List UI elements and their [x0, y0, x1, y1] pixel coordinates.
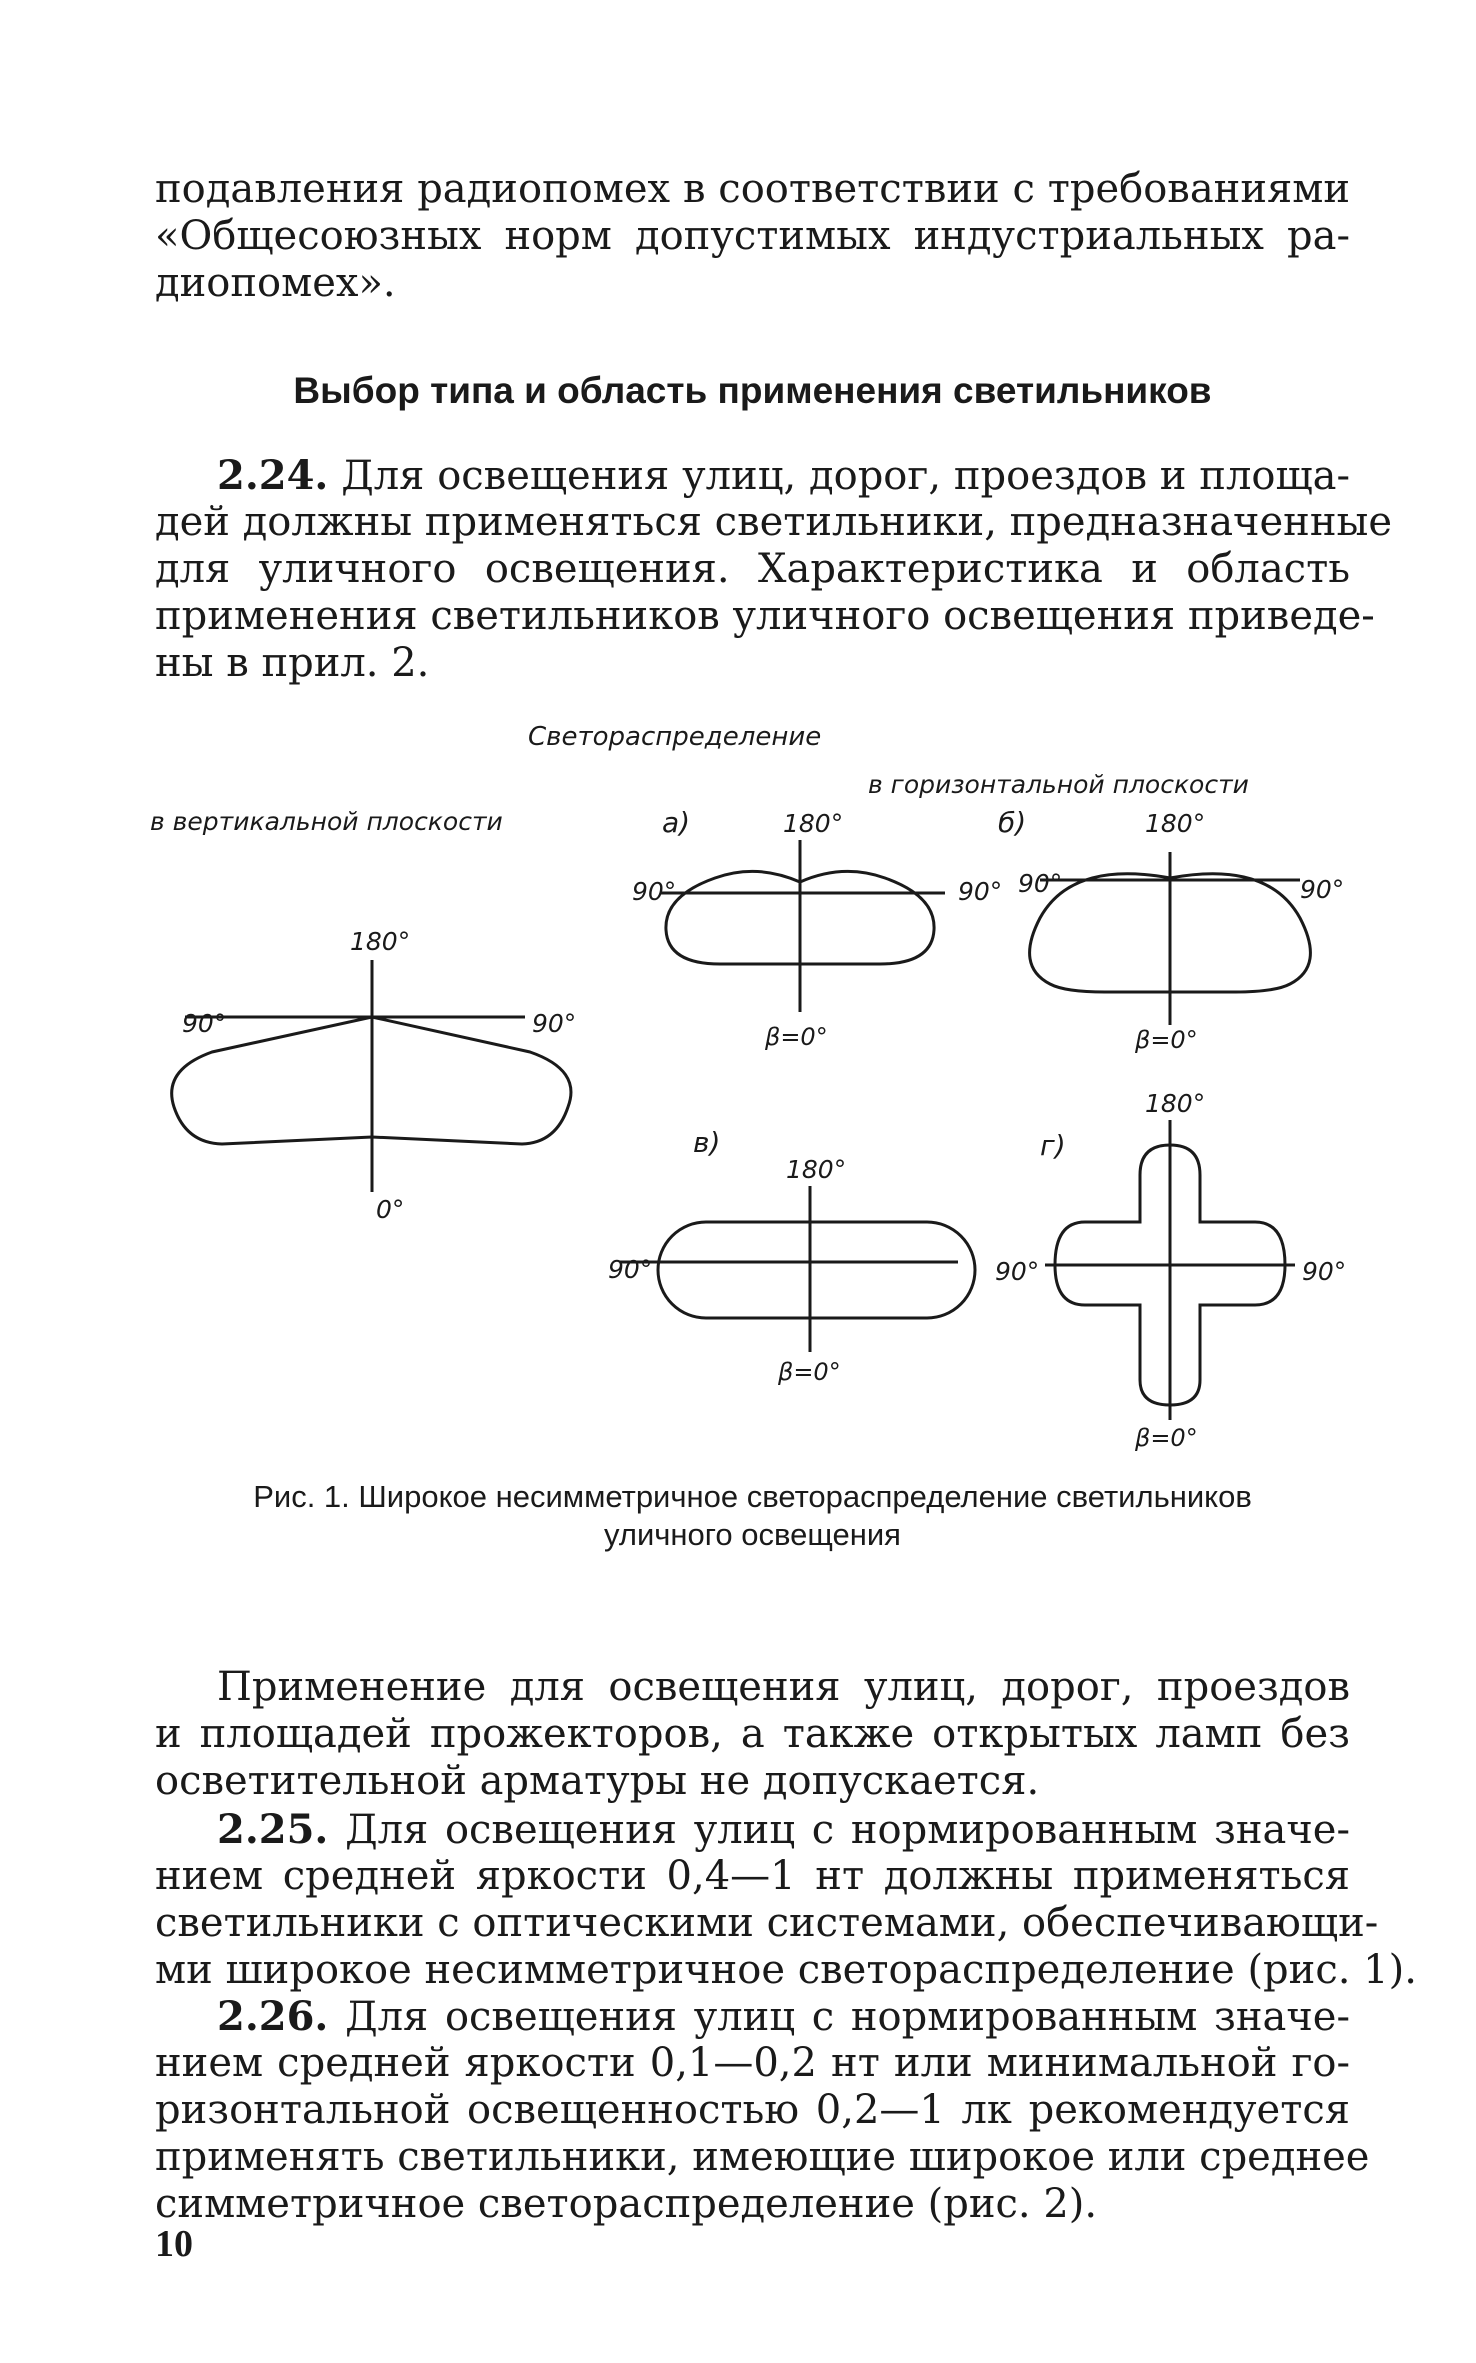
text-span: Для освещения улиц, дорог, проездов и площа-: [328, 453, 1350, 499]
text-span: Для освещения улиц с нормированным значе-: [328, 1807, 1350, 1853]
vertical-90-left-label: 90°: [182, 1009, 227, 1038]
text-line: [155, 1993, 1350, 2040]
diagram-a-beta-label: β=0°: [765, 1023, 828, 1051]
text-line: Применение для освещения улиц, дорог, проездов: [217, 1664, 1350, 1710]
diagram-a-90-left-label: 90°: [632, 877, 677, 906]
diagram-c-90-left-label: 90°: [608, 1255, 653, 1284]
text-line: подавления радиопомех в соответствии с требованиями: [155, 166, 1350, 212]
paragraph-2-25: [155, 1806, 1417, 1994]
caption-line: уличного освещения: [604, 1517, 901, 1552]
diagram-d-90-right-label: 90°: [1302, 1257, 1347, 1286]
diagram-c-beta-label: β=0°: [778, 1358, 841, 1386]
text-line: ризонтальной освещенностью 0,2—1 лк рекомендуется: [155, 2087, 1350, 2133]
diagram-b-180-label: 180°: [1145, 809, 1206, 838]
diagram-b-beta-label: β=0°: [1135, 1026, 1198, 1054]
caption-line: Рис. 1. Широкое несимметричное светораспределение светильников: [253, 1479, 1252, 1514]
page-number: 10: [155, 2223, 193, 2265]
figure-caption: [155, 1478, 1350, 1554]
text-line: осветительной арматуры не допускается.: [155, 1758, 1040, 1804]
diagram-a-180-label: 180°: [783, 809, 844, 838]
label-b: б): [998, 806, 1027, 839]
text-line: ми широкое несимметричное светораспределение (рис. 1).: [155, 1947, 1417, 1993]
paragraph-number: 2.25.: [217, 1806, 329, 1853]
text-line: применения светильников уличного освещения приведе-: [155, 593, 1375, 639]
horizontal-plane-label: в горизонтальной плоскости: [868, 770, 1249, 799]
text-line: [155, 1806, 1350, 1853]
section-heading: Выбор типа и область применения светильников: [293, 370, 1212, 411]
diagram-b-90-left-label: 90°: [1018, 869, 1063, 898]
paragraph-2-24: [155, 452, 1392, 687]
intro-paragraph: [155, 166, 1350, 307]
diagram-d-180-label: 180°: [1145, 1089, 1206, 1118]
text-line: [155, 452, 1350, 499]
diagram-b-90-right-label: 90°: [1300, 875, 1345, 904]
text-line: «Общесоюзных норм допустимых индустриальных ра-: [155, 213, 1350, 259]
text-line: нием средней яркости 0,4—1 нт должны применяться: [155, 1853, 1350, 1899]
text-line: светильники с оптическими системами, обеспечивающи-: [155, 1900, 1379, 1946]
text-span: Для освещения улиц с нормированным значе-: [328, 1994, 1350, 2040]
paragraph-application: [155, 1664, 1350, 1805]
text-line: для уличного освещения. Характеристика и область: [155, 546, 1350, 592]
text-line: нием средней яркости 0,1—0,2 нт или минимальной го-: [155, 2040, 1350, 2086]
diagram-c-curve: [658, 1222, 975, 1318]
label-a: а): [662, 806, 691, 839]
text-line: симметричное светораспределение (рис. 2).: [155, 2181, 1098, 2227]
figure-title: Светораспределение: [528, 722, 822, 752]
vertical-90-right-label: 90°: [532, 1009, 577, 1038]
text-line: и площадей прожекторов, а также открытых ламп без: [155, 1711, 1350, 1757]
diagram-d-90-left-label: 90°: [995, 1257, 1040, 1286]
text-line: дей должны применяться светильники, предназначенные: [155, 499, 1392, 545]
vertical-0-label: 0°: [376, 1195, 405, 1224]
paragraph-number: 2.24.: [217, 452, 329, 499]
text-line: ны в прил. 2.: [155, 640, 430, 686]
diagram-d-beta-label: β=0°: [1135, 1424, 1198, 1452]
label-c: в): [693, 1126, 721, 1159]
label-d: г): [1040, 1129, 1066, 1162]
text-line: применять светильники, имеющие широкое или среднее: [155, 2134, 1370, 2180]
text-line: диопомех».: [155, 260, 396, 306]
diagram-a-90-right-label: 90°: [958, 877, 1003, 906]
diagram-c-180-label: 180°: [786, 1155, 847, 1184]
figure-light-distribution: [0, 700, 1476, 1480]
vertical-180-label: 180°: [350, 927, 411, 956]
vertical-plane-label: в вертикальной плоскости: [150, 807, 503, 836]
paragraph-number: 2.26.: [217, 1993, 329, 2040]
paragraph-2-26: [155, 1993, 1370, 2228]
